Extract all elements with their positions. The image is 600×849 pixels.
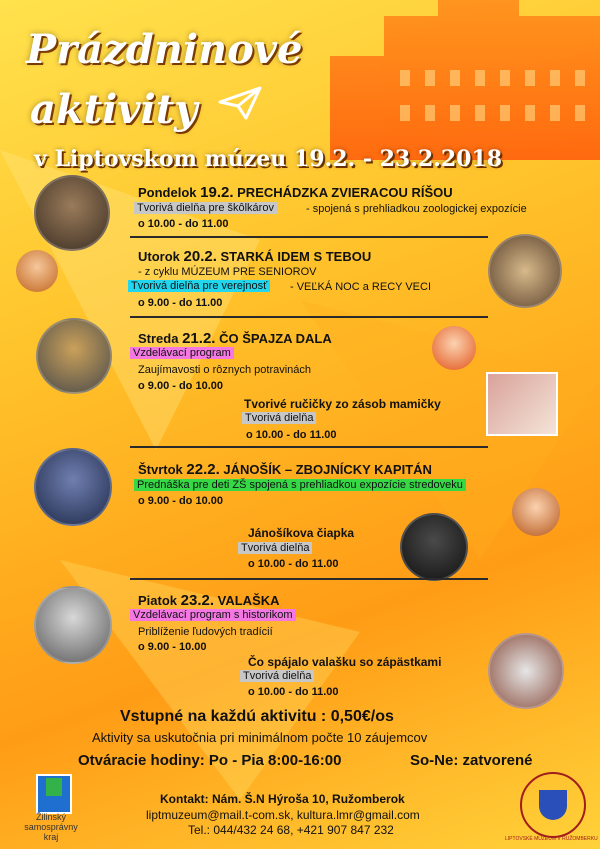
thursday-sub-tag: Tvorivá dielňa	[238, 542, 312, 554]
museum-building-photo	[330, 0, 600, 160]
wednesday-time: o 9.00 - do 10.00	[138, 380, 223, 392]
subtitle: v Liptovskom múzeu 19.2. - 23.2.2018	[34, 146, 503, 172]
friday-bracelet-photo	[488, 633, 564, 709]
contact-address: Kontakt: Nám. Š.N Hýroša 10, Ružomberok	[160, 792, 405, 806]
region-logo-text: Žilinský samosprávny kraj	[24, 812, 78, 842]
thursday-heading: Štvrtok 22.2. JÁNOŠÍK – ZBOJNÍCKY KAPITÁN	[138, 461, 432, 478]
title-line2: aktivity	[30, 86, 198, 133]
tuesday-line2: - z cyklu MÚZEUM PRE SENIOROV	[138, 266, 317, 278]
friday-sub-title: Čo spájalo valašku so zápästkami	[248, 655, 442, 669]
museum-logo	[520, 772, 586, 838]
wednesday-photo	[36, 318, 112, 394]
museum-logo-text: LIPTOVSKÉ MÚZEUM V RUŽOMBERKU	[505, 836, 598, 842]
boy-illustration	[512, 488, 560, 536]
divider	[130, 578, 488, 580]
wednesday-sub-title: Tvorivé ručičky zo zásob mamičky	[244, 397, 441, 411]
tuesday-note: - VEĽKÁ NOC a RECY VECI	[290, 281, 432, 293]
tuesday-time: o 9.00 - do 11.00	[138, 297, 223, 309]
entry-fee: Vstupné na každú aktivitu : 0,50€/os	[120, 708, 394, 725]
monday-time: o 10.00 - do 11.00	[138, 218, 229, 230]
divider	[130, 446, 488, 448]
tuesday-heading: Utorok 20.2. STARKÁ IDEM S TEBOU	[138, 248, 372, 265]
thursday-tag: Prednáška pre deti ZŠ spojená s prehliadkou expozície stredoveku	[134, 479, 466, 491]
wednesday-line2: Zaujímavosti o rôznych potravinách	[138, 364, 312, 376]
museum-crest-icon	[539, 790, 567, 820]
monday-tag: Tvorivá dielňa pre škôlkárov	[134, 202, 277, 214]
tuesday-photo	[488, 234, 562, 308]
divider	[130, 236, 488, 238]
friday-photo	[34, 586, 112, 664]
closed-days: So-Ne: zatvorené	[410, 752, 533, 769]
wednesday-craft-photo	[486, 372, 558, 436]
thursday-sub-title: Jánošíkova čiapka	[248, 526, 355, 540]
title-line1: Prázdninové	[26, 26, 303, 73]
tuesday-tag: Tvorivá dielňa pre verejnosť	[128, 280, 270, 292]
divider	[130, 316, 488, 318]
thursday-time: o 9.00 - do 10.00	[138, 495, 223, 507]
wednesday-sub-tag: Tvorivá dielňa	[242, 412, 316, 424]
contact-email: liptmuzeum@mail.t-com.sk, kultura.lmr@gmail.com	[146, 808, 420, 822]
friday-sub-time: o 10.00 - do 11.00	[248, 686, 339, 698]
friday-line2: Priblíženie ľudových tradícií	[138, 626, 273, 638]
monday-heading: Pondelok 19.2. PRECHÁDZKA ZVIERACOU RÍŠOU	[138, 184, 453, 201]
wednesday-sub-time: o 10.00 - do 11.00	[246, 429, 337, 441]
contact-phone: Tel.: 044/432 24 68, +421 907 847 232	[188, 823, 394, 837]
minimum-note: Aktivity sa uskutočnia pri minimálnom počte 10 záujemcov	[92, 730, 428, 745]
opening-hours: Otváracie hodiny: Po - Pia 8:00-16:00	[78, 752, 342, 769]
friday-sub-tag: Tvorivá dielňa	[240, 670, 314, 682]
friday-tag: Vzdelávací program s historikom	[130, 609, 296, 621]
paper-plane-icon	[218, 86, 262, 120]
kid-illustration	[16, 250, 58, 292]
friday-heading: Piatok 23.2. VALAŠKA	[138, 592, 280, 609]
wednesday-tag: Vzdelávací program	[130, 347, 234, 359]
wednesday-heading: Streda 21.2. ČO ŠPAJZA DALA	[138, 330, 332, 347]
thursday-photo	[34, 448, 112, 526]
monday-photo	[34, 175, 110, 251]
monday-note: - spojená s prehliadkou zoologickej expozície	[306, 203, 527, 215]
thursday-hat-photo	[400, 513, 468, 581]
friday-time: o 9.00 - 10.00	[138, 641, 207, 653]
girl-illustration	[432, 326, 476, 370]
region-crest-icon	[36, 774, 72, 814]
thursday-sub-time: o 10.00 - do 11.00	[248, 558, 339, 570]
